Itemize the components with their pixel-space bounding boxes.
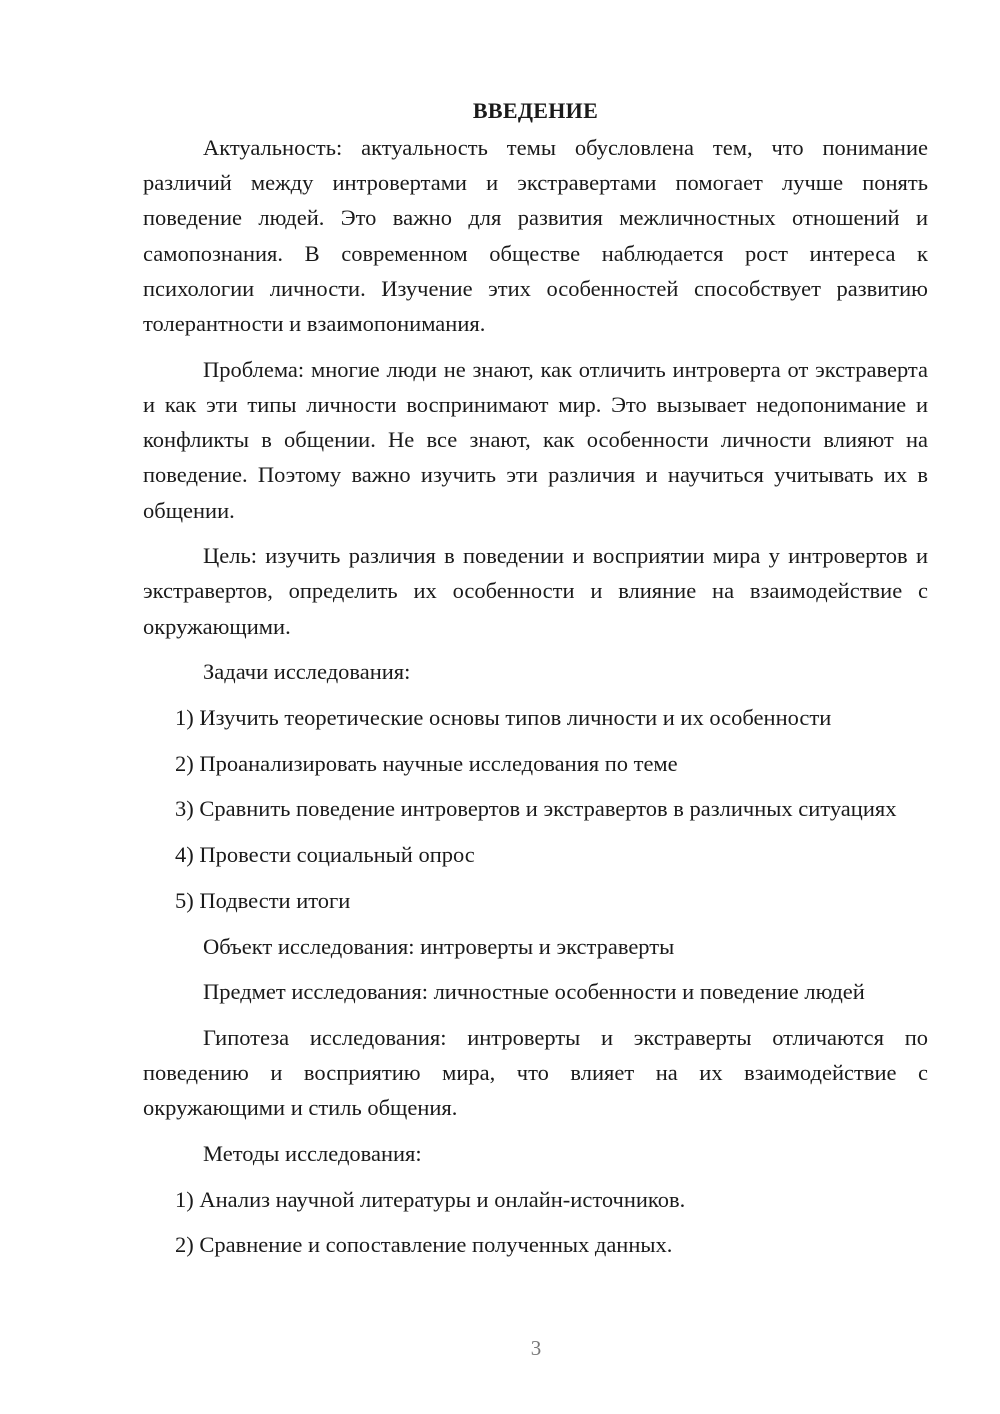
task-item: 3) Сравнить поведение интровертов и экстравертов в различных ситуациях: [175, 796, 897, 822]
methods-title: Методы исследования:: [203, 1141, 422, 1167]
research-object: Объект исследования: интроверты и экстраверты: [203, 933, 675, 959]
method-item: 2) Сравнение и сопоставление полученных данных.: [175, 1232, 673, 1258]
tasks-title: Задачи исследования:: [203, 659, 411, 685]
goal-paragraph: Цель: изучить различия в поведении и восприятии мира у интровертов и экстравертов, определить их особенности и влияние на взаимодействие с окружающими.: [143, 543, 928, 639]
task-item: 4) Провести социальный опрос: [175, 842, 475, 868]
research-subject: Предмет исследования: личностные особенности и поведение людей: [203, 979, 865, 1005]
page-number: 3: [530, 1336, 542, 1360]
section-heading: ВВЕДЕНИЕ: [472, 98, 599, 123]
task-item: 1) Изучить теоретические основы типов личности и их особенности: [175, 705, 832, 731]
method-item: 1) Анализ научной литературы и онлайн-источников.: [175, 1186, 686, 1212]
hypothesis-paragraph: Гипотеза исследования: интроверты и экстраверты отличаются по поведению и восприятию мира, что влияет на их взаимодействие с окружающими и стиль общения.: [143, 1024, 928, 1121]
task-item: 2) Проанализировать научные исследования по теме: [175, 750, 678, 776]
relevance-paragraph: Актуальность: актуальность темы обусловлена тем, что понимание различий между интровертами и экстравертами помогает лучше понять поведение людей. Это важно для развития межличностных отношений и самопознания. В современном обществе наблюдается рост интереса к психологии личности. Изучение этих особенностей способствует развитию толерантности и взаимопонимания.: [143, 135, 928, 337]
task-item: 5) Подвести итоги: [175, 887, 351, 913]
problem-paragraph: Проблема: многие люди не знают, как отличить интроверта от экстраверта и как эти типы личности воспринимают мир. Это вызывает недопонимание и конфликты в общении. Не все знают, как особенности личности влияют на поведение. Поэтому важно изучить эти различия и научиться учитывать их в общении.: [143, 356, 928, 523]
document-page: [143, 96, 928, 1273]
